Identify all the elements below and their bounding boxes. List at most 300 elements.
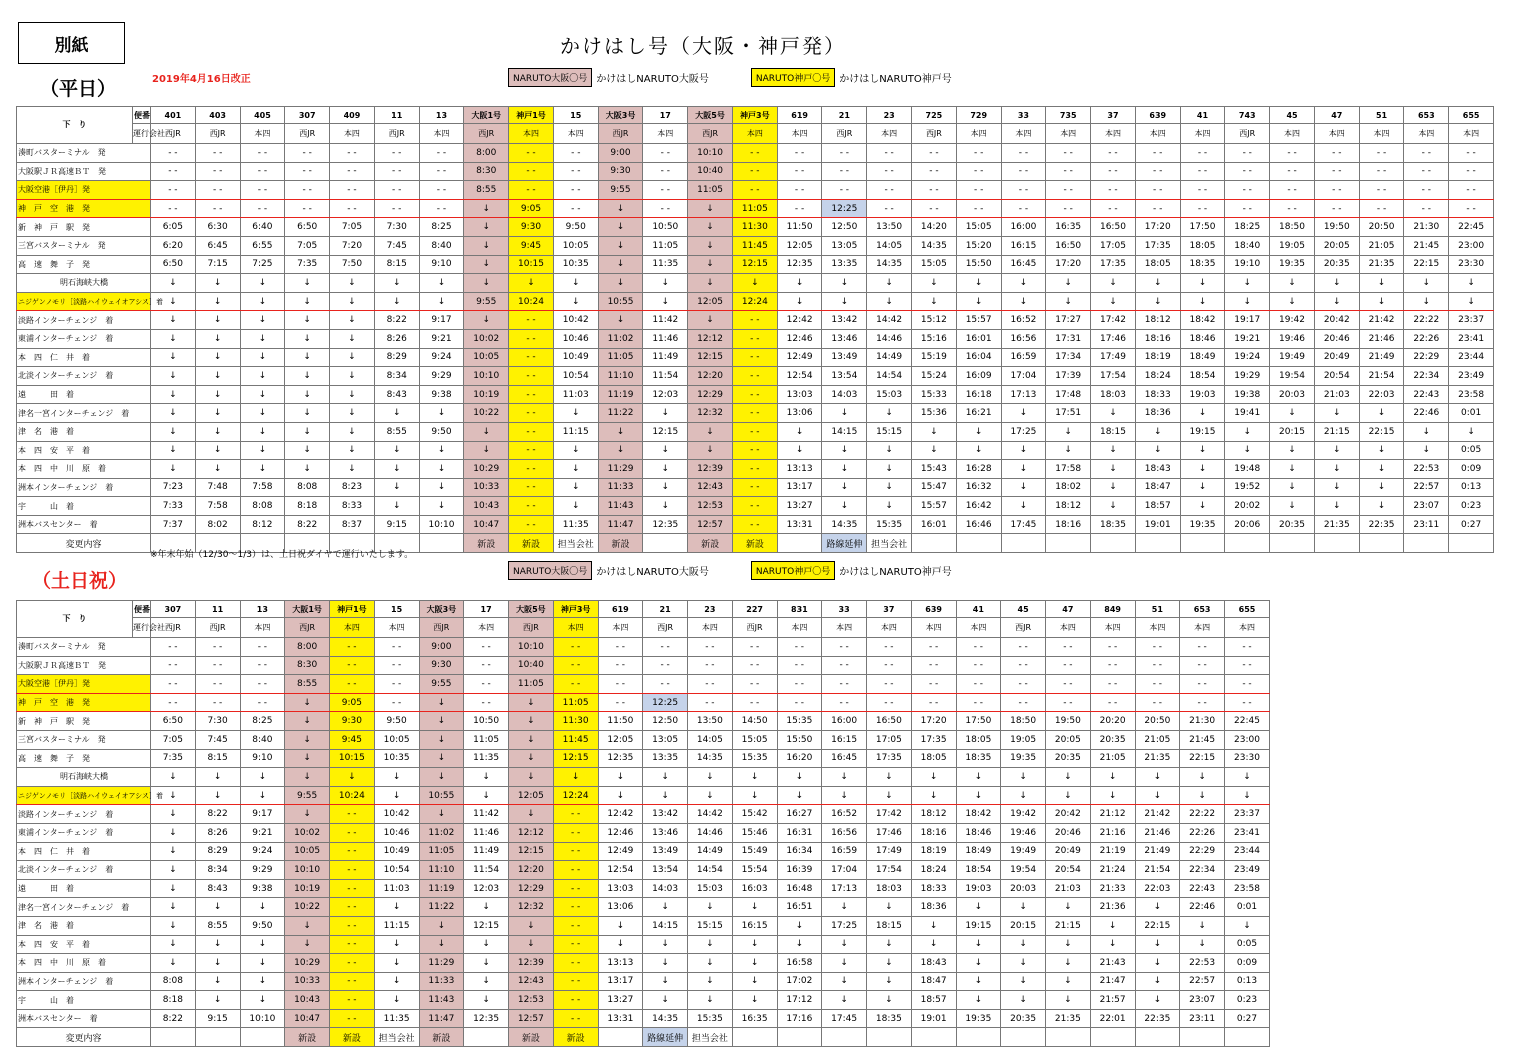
bus-number: 17 bbox=[464, 601, 509, 618]
table-row bbox=[17, 478, 1494, 497]
time-cell: ↓ bbox=[1180, 935, 1225, 954]
time-cell: 15:24 bbox=[912, 367, 957, 386]
time-cell: 19:21 bbox=[1225, 329, 1270, 348]
table-row bbox=[17, 311, 1494, 330]
time-cell: 12:29 bbox=[509, 879, 554, 898]
time-cell: 13:05 bbox=[643, 730, 688, 749]
time-cell: ↓ bbox=[1090, 916, 1135, 935]
time-cell: ↓ bbox=[1314, 404, 1359, 423]
time-cell: 7:35 bbox=[151, 749, 196, 768]
change-cell: 路線延伸 bbox=[822, 534, 867, 553]
time-cell: 21:46 bbox=[1135, 823, 1180, 842]
time-cell: - - bbox=[419, 162, 464, 181]
bus-number: 51 bbox=[1135, 601, 1180, 618]
operator-cell: 西JR bbox=[598, 124, 643, 144]
operator-cell: 本四 bbox=[1359, 124, 1404, 144]
time-cell: ↓ bbox=[822, 497, 867, 516]
time-cell: 8:33 bbox=[330, 497, 375, 516]
time-cell: ↓ bbox=[151, 861, 196, 880]
time-cell: 17:35 bbox=[867, 749, 912, 768]
time-cell: - - bbox=[911, 638, 956, 657]
change-cell: 新設 bbox=[285, 1028, 330, 1047]
time-cell: ↓ bbox=[195, 311, 240, 330]
time-cell: - - bbox=[509, 329, 554, 348]
time-cell: ↓ bbox=[285, 311, 330, 330]
time-cell: 11:43 bbox=[419, 991, 464, 1010]
time-cell: 9:50 bbox=[374, 712, 419, 731]
time-cell: - - bbox=[509, 497, 554, 516]
time-cell: 22:26 bbox=[1180, 823, 1225, 842]
bus-number: 大阪5号 bbox=[688, 107, 733, 124]
operator-cell: 西JR bbox=[151, 618, 196, 638]
time-cell: - - bbox=[1090, 693, 1135, 712]
time-cell: 16:00 bbox=[822, 712, 867, 731]
time-cell: ↓ bbox=[419, 274, 464, 293]
time-cell: 16:56 bbox=[822, 823, 867, 842]
time-cell: 19:48 bbox=[1225, 460, 1270, 479]
time-cell: - - bbox=[1180, 693, 1225, 712]
time-cell: 17:31 bbox=[1046, 329, 1091, 348]
time-cell: 17:46 bbox=[1091, 329, 1136, 348]
operator-cell: 本四 bbox=[777, 124, 822, 144]
time-cell: - - bbox=[598, 693, 643, 712]
time-cell: - - bbox=[509, 181, 554, 200]
operator-cell: 本四 bbox=[509, 124, 554, 144]
time-cell: 12:32 bbox=[509, 898, 554, 917]
time-cell: 18:42 bbox=[1180, 311, 1225, 330]
time-cell: 9:24 bbox=[240, 842, 285, 861]
time-cell: - - bbox=[867, 144, 912, 163]
time-cell: ↓ bbox=[1046, 441, 1091, 460]
time-cell: - - bbox=[1046, 199, 1091, 218]
time-cell: - - bbox=[553, 181, 598, 200]
bus-number: 41 bbox=[956, 601, 1001, 618]
operator-cell: 西JR bbox=[285, 124, 330, 144]
time-cell: ↓ bbox=[195, 292, 240, 311]
time-cell: 15:12 bbox=[912, 311, 957, 330]
time-cell: 10:47 bbox=[464, 515, 509, 534]
time-cell: 16:48 bbox=[777, 879, 822, 898]
time-cell: - - bbox=[240, 638, 285, 657]
time-cell: 20:50 bbox=[1359, 218, 1404, 237]
bus-number: 大阪1号 bbox=[464, 107, 509, 124]
time-cell: 18:05 bbox=[1135, 255, 1180, 274]
time-cell: - - bbox=[688, 638, 733, 657]
time-cell: ↓ bbox=[1135, 768, 1180, 787]
time-cell: 16:31 bbox=[777, 823, 822, 842]
operator-cell: 西JR bbox=[912, 124, 957, 144]
time-cell: 12:15 bbox=[553, 749, 598, 768]
time-cell: 15:20 bbox=[956, 236, 1001, 255]
time-cell: 6:30 bbox=[195, 218, 240, 237]
time-cell: 14:15 bbox=[822, 422, 867, 441]
time-cell: 11:30 bbox=[553, 712, 598, 731]
time-cell: 12:49 bbox=[598, 842, 643, 861]
time-cell: 13:35 bbox=[822, 255, 867, 274]
time-cell: 9:24 bbox=[419, 348, 464, 367]
time-cell: - - bbox=[330, 972, 375, 991]
time-cell: 18:24 bbox=[911, 861, 956, 880]
time-cell: 16:50 bbox=[1091, 218, 1136, 237]
time-cell: 10:47 bbox=[285, 1009, 330, 1028]
time-cell: ↓ bbox=[330, 292, 375, 311]
time-cell: 23:49 bbox=[1449, 367, 1494, 386]
time-cell: 7:30 bbox=[374, 218, 419, 237]
operator-cell: 本四 bbox=[688, 618, 733, 638]
time-cell: ↓ bbox=[419, 749, 464, 768]
time-cell: 18:50 bbox=[1270, 218, 1315, 237]
time-cell: 21:05 bbox=[1090, 749, 1135, 768]
time-cell: 8:22 bbox=[195, 805, 240, 824]
time-cell: ↓ bbox=[1090, 768, 1135, 787]
time-cell: 18:43 bbox=[911, 954, 956, 973]
time-cell: ↓ bbox=[732, 972, 777, 991]
change-cell: 新設 bbox=[732, 534, 777, 553]
time-cell: ↓ bbox=[1180, 274, 1225, 293]
bus-number: 大阪5号 bbox=[509, 601, 554, 618]
time-cell: - - bbox=[151, 675, 196, 694]
time-cell: ↓ bbox=[240, 441, 285, 460]
time-cell: - - bbox=[195, 162, 240, 181]
time-cell: - - bbox=[643, 181, 688, 200]
time-cell: ↓ bbox=[1001, 441, 1046, 460]
time-cell: 17:13 bbox=[1001, 385, 1046, 404]
time-cell: ↓ bbox=[598, 422, 643, 441]
time-cell: 17:02 bbox=[777, 972, 822, 991]
time-cell: ↓ bbox=[151, 441, 196, 460]
time-cell: - - bbox=[374, 199, 419, 218]
time-cell: - - bbox=[1225, 144, 1270, 163]
time-cell: 11:46 bbox=[464, 823, 509, 842]
operator-cell: 本四 bbox=[330, 618, 375, 638]
time-cell: 18:33 bbox=[1135, 385, 1180, 404]
time-cell: 10:54 bbox=[374, 861, 419, 880]
time-cell: ↓ bbox=[688, 274, 733, 293]
time-cell: 11:33 bbox=[598, 478, 643, 497]
time-cell: 10:15 bbox=[330, 749, 375, 768]
time-cell: ↓ bbox=[419, 460, 464, 479]
time-cell: ↓ bbox=[777, 422, 822, 441]
time-cell: ↓ bbox=[1046, 954, 1091, 973]
time-cell: 22:35 bbox=[1135, 1009, 1180, 1028]
time-cell: ↓ bbox=[1180, 404, 1225, 423]
time-cell: ↓ bbox=[419, 935, 464, 954]
time-cell: 22:35 bbox=[1359, 515, 1404, 534]
time-cell: 7:48 bbox=[195, 478, 240, 497]
time-cell: ↓ bbox=[285, 693, 330, 712]
time-cell: 17:20 bbox=[1135, 218, 1180, 237]
time-cell: - - bbox=[553, 805, 598, 824]
time-cell: ↓ bbox=[911, 768, 956, 787]
time-cell: ↓ bbox=[151, 329, 196, 348]
time-cell: 8:55 bbox=[285, 675, 330, 694]
time-cell: 12:39 bbox=[509, 954, 554, 973]
kudari-header: 下 り bbox=[17, 107, 133, 144]
time-cell: - - bbox=[732, 311, 777, 330]
time-cell: ↓ bbox=[419, 404, 464, 423]
time-cell: 18:42 bbox=[956, 805, 1001, 824]
time-cell: - - bbox=[956, 199, 1001, 218]
time-cell: - - bbox=[732, 422, 777, 441]
time-cell: 12:05 bbox=[598, 730, 643, 749]
time-cell: ↓ bbox=[464, 786, 509, 805]
time-cell: 8:29 bbox=[195, 842, 240, 861]
time-cell: - - bbox=[643, 199, 688, 218]
table-row bbox=[17, 768, 1270, 787]
time-cell: 12:05 bbox=[688, 292, 733, 311]
time-cell: - - bbox=[330, 935, 375, 954]
time-cell: ↓ bbox=[912, 441, 957, 460]
time-cell: 18:40 bbox=[1225, 236, 1270, 255]
time-cell: 11:19 bbox=[419, 879, 464, 898]
time-cell: 22:45 bbox=[1449, 218, 1494, 237]
bus-number: 639 bbox=[911, 601, 956, 618]
bus-number: 21 bbox=[643, 601, 688, 618]
time-cell: 14:03 bbox=[643, 879, 688, 898]
time-cell: 10:29 bbox=[464, 460, 509, 479]
station-name: 遠 田 着 bbox=[17, 879, 151, 898]
time-cell: 16:50 bbox=[1046, 236, 1091, 255]
time-cell: 10:40 bbox=[509, 656, 554, 675]
time-cell: 18:35 bbox=[1091, 515, 1136, 534]
time-cell: ↓ bbox=[1359, 292, 1404, 311]
time-cell: ↓ bbox=[464, 311, 509, 330]
time-cell: - - bbox=[822, 144, 867, 163]
time-cell: 19:03 bbox=[956, 879, 1001, 898]
time-cell: 16:00 bbox=[1001, 218, 1046, 237]
time-cell: ↓ bbox=[688, 935, 733, 954]
operator-cell: 本四 bbox=[1180, 124, 1225, 144]
operator-cell: 本四 bbox=[1135, 618, 1180, 638]
change-cell: 新設 bbox=[598, 534, 643, 553]
change-cell bbox=[777, 1028, 822, 1047]
time-cell: ↓ bbox=[1404, 274, 1449, 293]
time-cell: 9:30 bbox=[598, 162, 643, 181]
time-cell: 12:29 bbox=[688, 385, 733, 404]
time-cell: 17:54 bbox=[867, 861, 912, 880]
time-cell: 20:06 bbox=[1225, 515, 1270, 534]
time-cell: 10:10 bbox=[509, 638, 554, 657]
time-cell: - - bbox=[374, 144, 419, 163]
operator-cell: 本四 bbox=[956, 618, 1001, 638]
bus-number: 409 bbox=[330, 107, 375, 124]
operator-cell: 本四 bbox=[330, 124, 375, 144]
bus-number: 15 bbox=[374, 601, 419, 618]
time-cell: 19:35 bbox=[956, 1009, 1001, 1028]
time-cell: - - bbox=[419, 199, 464, 218]
time-cell: 8:43 bbox=[195, 879, 240, 898]
time-cell: - - bbox=[285, 181, 330, 200]
time-cell: 10:35 bbox=[553, 255, 598, 274]
time-cell: 15:15 bbox=[867, 422, 912, 441]
time-cell: - - bbox=[1046, 181, 1091, 200]
time-cell: - - bbox=[1180, 162, 1225, 181]
station-name: 淡路インターチェンジ 着 bbox=[17, 311, 151, 330]
time-cell: - - bbox=[822, 162, 867, 181]
time-cell: ↓ bbox=[822, 274, 867, 293]
time-cell: 13:54 bbox=[643, 861, 688, 880]
change-cell: 新設 bbox=[509, 534, 554, 553]
time-cell: - - bbox=[553, 823, 598, 842]
time-cell: 12:15 bbox=[464, 916, 509, 935]
station-name: 洲本インターチェンジ 着 bbox=[17, 478, 151, 497]
legend-osaka-text: かけはしNARUTO大阪号 bbox=[596, 74, 709, 85]
time-cell: ↓ bbox=[688, 218, 733, 237]
time-cell: 13:42 bbox=[822, 311, 867, 330]
change-cell bbox=[240, 1028, 285, 1047]
time-cell: 15:49 bbox=[732, 842, 777, 861]
time-cell: 13:31 bbox=[777, 515, 822, 534]
time-cell: 22:43 bbox=[1404, 385, 1449, 404]
change-cell bbox=[151, 1028, 196, 1047]
time-cell: 11:35 bbox=[643, 255, 688, 274]
time-cell: 7:45 bbox=[374, 236, 419, 255]
time-cell: ↓ bbox=[195, 460, 240, 479]
time-cell: ↓ bbox=[1001, 768, 1046, 787]
time-cell: 20:46 bbox=[1314, 329, 1359, 348]
time-cell: 19:50 bbox=[1314, 218, 1359, 237]
bus-number: 47 bbox=[1046, 601, 1091, 618]
time-cell: 9:30 bbox=[419, 656, 464, 675]
time-cell: - - bbox=[553, 972, 598, 991]
time-cell: ↓ bbox=[1270, 497, 1315, 516]
time-cell: 16:09 bbox=[956, 367, 1001, 386]
station-name: 新 神 戸 駅 発 bbox=[17, 712, 151, 731]
time-cell: ↓ bbox=[195, 954, 240, 973]
time-cell: ↓ bbox=[867, 497, 912, 516]
time-cell: 8:29 bbox=[374, 348, 419, 367]
time-cell: 7:05 bbox=[330, 218, 375, 237]
time-cell: - - bbox=[374, 656, 419, 675]
time-cell: - - bbox=[509, 515, 554, 534]
time-cell: 18:16 bbox=[911, 823, 956, 842]
time-cell: 18:03 bbox=[867, 879, 912, 898]
time-cell: 12:50 bbox=[822, 218, 867, 237]
operator-header: 運行会社 bbox=[133, 618, 151, 638]
time-cell: ↓ bbox=[822, 404, 867, 423]
time-cell: - - bbox=[732, 478, 777, 497]
time-cell: - - bbox=[598, 656, 643, 675]
time-cell: 8:34 bbox=[374, 367, 419, 386]
time-cell: ↓ bbox=[240, 367, 285, 386]
time-cell: 21:19 bbox=[1090, 842, 1135, 861]
time-cell: 10:35 bbox=[374, 749, 419, 768]
time-cell: 12:35 bbox=[643, 515, 688, 534]
time-cell: ↓ bbox=[240, 991, 285, 1010]
time-cell: ↓ bbox=[1225, 422, 1270, 441]
time-cell: 15:57 bbox=[912, 497, 957, 516]
time-cell: 15:46 bbox=[732, 823, 777, 842]
time-cell: - - bbox=[553, 1009, 598, 1028]
time-cell: 7:35 bbox=[285, 255, 330, 274]
time-cell: 17:25 bbox=[1001, 422, 1046, 441]
time-cell: - - bbox=[285, 144, 330, 163]
weekday-timetable bbox=[16, 106, 1494, 553]
time-cell: - - bbox=[956, 693, 1001, 712]
time-cell: - - bbox=[330, 879, 375, 898]
time-cell: ↓ bbox=[598, 274, 643, 293]
station-name: 高 速 舞 子 発 bbox=[17, 255, 151, 274]
time-cell: ↓ bbox=[553, 441, 598, 460]
time-cell: 8:25 bbox=[240, 712, 285, 731]
time-cell: 13:17 bbox=[777, 478, 822, 497]
time-cell: ↓ bbox=[464, 441, 509, 460]
time-cell: - - bbox=[1046, 675, 1091, 694]
time-cell: 21:35 bbox=[1359, 255, 1404, 274]
time-cell: 11:22 bbox=[598, 404, 643, 423]
operator-cell: 西JR bbox=[151, 124, 196, 144]
operator-cell: 本四 bbox=[464, 618, 509, 638]
time-cell: 8:43 bbox=[374, 385, 419, 404]
time-cell: 18:36 bbox=[1135, 404, 1180, 423]
legend-kobe-box: NARUTO神戸〇号 bbox=[751, 68, 835, 87]
time-cell: - - bbox=[1404, 181, 1449, 200]
time-cell: - - bbox=[777, 199, 822, 218]
table-row bbox=[17, 274, 1494, 293]
time-cell: ↓ bbox=[822, 935, 867, 954]
bus-number: 23 bbox=[688, 601, 733, 618]
time-cell: 10:05 bbox=[553, 236, 598, 255]
operator-cell: 西JR bbox=[419, 618, 464, 638]
time-cell: ↓ bbox=[911, 916, 956, 935]
time-cell: 21:45 bbox=[1404, 236, 1449, 255]
time-cell: - - bbox=[240, 675, 285, 694]
table-row bbox=[17, 441, 1494, 460]
time-cell: ↓ bbox=[1314, 441, 1359, 460]
time-cell: ↓ bbox=[732, 274, 777, 293]
time-cell: 23:58 bbox=[1225, 879, 1270, 898]
time-cell: ↓ bbox=[1180, 786, 1225, 805]
time-cell: - - bbox=[553, 954, 598, 973]
time-cell: 10:50 bbox=[464, 712, 509, 731]
time-cell: - - bbox=[1001, 144, 1046, 163]
time-cell: 21:49 bbox=[1135, 842, 1180, 861]
time-cell: 18:25 bbox=[1225, 218, 1270, 237]
time-cell: 22:57 bbox=[1404, 478, 1449, 497]
time-cell: 13:05 bbox=[822, 236, 867, 255]
time-cell: ↓ bbox=[509, 274, 554, 293]
time-cell: 12:43 bbox=[688, 478, 733, 497]
time-cell: 11:15 bbox=[553, 422, 598, 441]
time-cell: 23:30 bbox=[1449, 255, 1494, 274]
time-cell: 9:10 bbox=[240, 749, 285, 768]
time-cell: 12:50 bbox=[643, 712, 688, 731]
change-cell bbox=[911, 1028, 956, 1047]
time-cell: ↓ bbox=[1046, 768, 1091, 787]
time-cell: ↓ bbox=[240, 311, 285, 330]
time-cell: 8:18 bbox=[285, 497, 330, 516]
time-cell: ↓ bbox=[1449, 274, 1494, 293]
time-cell: 15:03 bbox=[867, 385, 912, 404]
time-cell: 15:50 bbox=[956, 255, 1001, 274]
time-cell: ↓ bbox=[1001, 954, 1046, 973]
time-cell: ↓ bbox=[419, 693, 464, 712]
time-cell: - - bbox=[1001, 656, 1046, 675]
time-cell: ↓ bbox=[1091, 404, 1136, 423]
time-cell: - - bbox=[822, 181, 867, 200]
time-cell: 17:04 bbox=[1001, 367, 1046, 386]
time-cell: 16:46 bbox=[956, 515, 1001, 534]
time-cell: ↓ bbox=[464, 218, 509, 237]
time-cell: ↓ bbox=[151, 422, 196, 441]
station-name: 本 四 安 平 着 bbox=[17, 935, 151, 954]
time-cell: 10:22 bbox=[285, 898, 330, 917]
operator-cell: 本四 bbox=[1046, 618, 1091, 638]
time-cell: ↓ bbox=[553, 404, 598, 423]
time-cell: ↓ bbox=[777, 274, 822, 293]
time-cell: 11:46 bbox=[643, 329, 688, 348]
table-row bbox=[17, 879, 1270, 898]
